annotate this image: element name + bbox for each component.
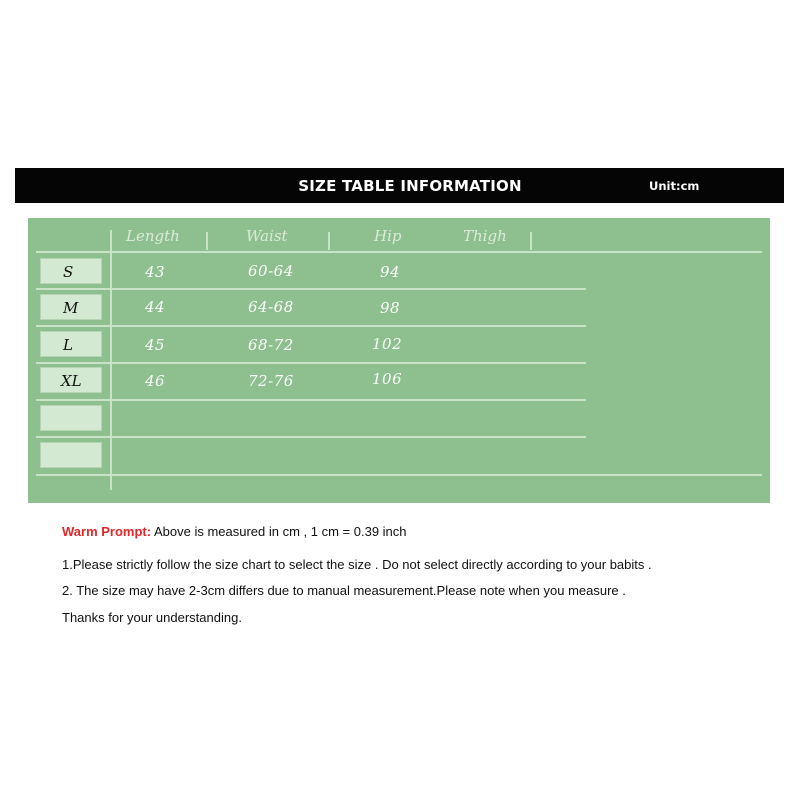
size-column-divider (110, 230, 112, 490)
note-line-3: Thanks for your understanding. (62, 610, 242, 625)
header-tick (328, 232, 330, 250)
cell-length: 46 (145, 372, 166, 390)
row-divider-line (36, 399, 586, 401)
cell-length: 44 (145, 298, 166, 316)
header-divider-line (36, 251, 762, 253)
cell-hip: 106 (372, 370, 403, 388)
cell-hip: 98 (380, 299, 401, 317)
table-bottom-line (36, 474, 762, 476)
cell-waist: 72-76 (248, 372, 294, 390)
column-header-length: Length (126, 227, 180, 245)
size-label: S (40, 258, 102, 284)
row-divider-line (36, 288, 586, 290)
cell-length: 43 (145, 263, 166, 281)
unit-label: Unit:cm (649, 179, 700, 193)
cell-waist: 68-72 (248, 336, 294, 354)
warm-prompt-note (62, 524, 407, 539)
cell-waist: 60-64 (248, 262, 294, 280)
cell-hip: 94 (380, 263, 401, 281)
header-title: SIZE TABLE INFORMATION (298, 177, 522, 195)
column-header-waist: Waist (246, 227, 288, 245)
warm-prompt-label: Warm Prompt: (62, 524, 152, 539)
note-line-1: 1.Please strictly follow the size chart to select the size . Do not select directly according to your babits . (62, 557, 652, 572)
size-label: XL (40, 367, 102, 393)
size-label: M (40, 294, 102, 320)
size-table-header (15, 168, 784, 203)
note-line-2: 2. The size may have 2-3cm differs due to manual measurement.Please note when you measure . (62, 583, 626, 598)
cell-hip: 102 (372, 335, 403, 353)
size-label (40, 405, 102, 431)
column-header-thigh: Thigh (463, 227, 507, 245)
size-label: L (40, 331, 102, 357)
row-divider-line (36, 325, 586, 327)
row-divider-line (36, 362, 586, 364)
size-label (40, 442, 102, 468)
column-header-hip: Hip (374, 227, 402, 245)
warm-prompt-text: Above is measured in cm , 1 cm = 0.39 inch (151, 524, 407, 539)
row-divider-line (36, 436, 586, 438)
header-tick (530, 232, 532, 250)
cell-length: 45 (145, 336, 166, 354)
cell-waist: 64-68 (248, 298, 294, 316)
header-tick (206, 232, 208, 250)
